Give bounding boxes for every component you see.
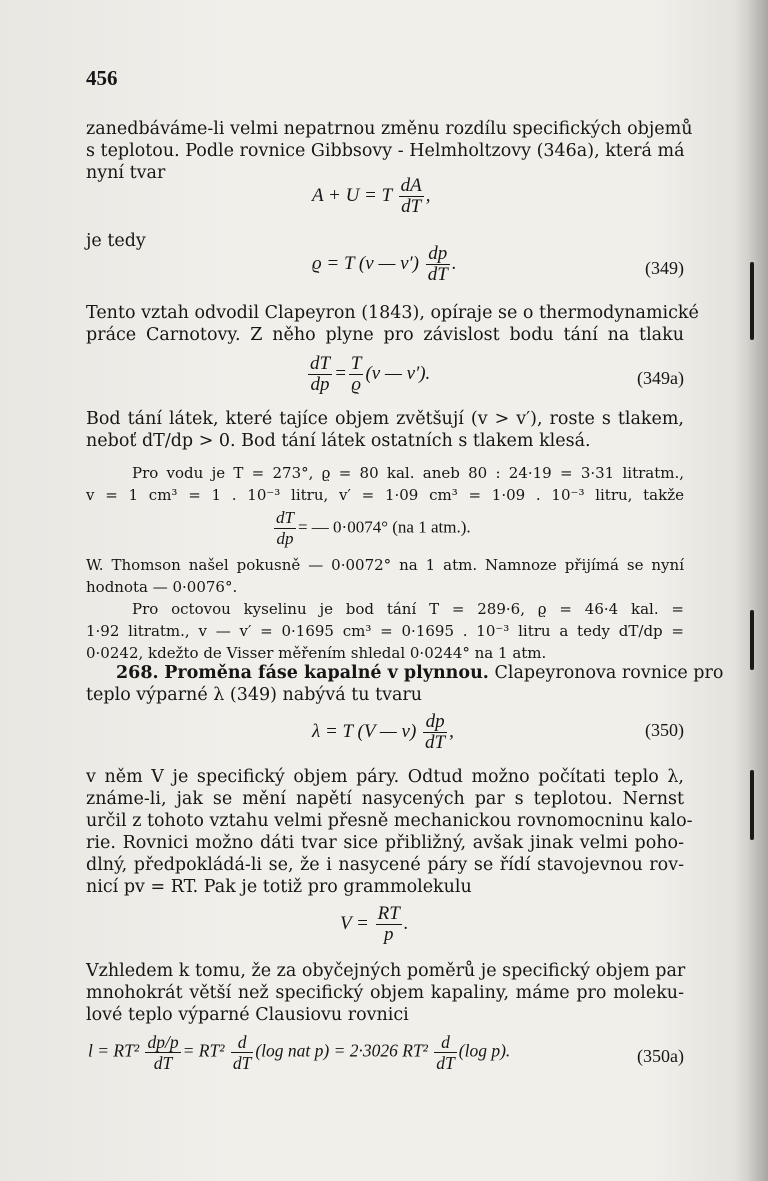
- clausius-paragraph: [86, 960, 684, 1026]
- equation-gibbs-helmholtz: A + U = T $\frac{dA}{dT}$ ,: [312, 175, 431, 217]
- fraction: $\frac{dT}{dp}$: [276, 508, 294, 548]
- text-line: Pro octovou kyselinu je bod tání T = 289·6, ϱ = 46·4 kal. =: [132, 600, 684, 618]
- equation-water: $\frac{dT}{dp}$ = — 0·0074° (na 1 atm.).: [276, 508, 471, 548]
- thomson-paragraph: [86, 554, 684, 664]
- fraction: $\frac{RT}{p}$: [377, 903, 400, 945]
- text-line: Vzhledem k tomu, že za obyčejných poměrů je specifický objem par: [86, 961, 686, 981]
- section-number: 268.: [116, 663, 159, 683]
- fraction: $\frac{dp}{dT}$: [427, 243, 448, 285]
- page-edge-mark: [750, 770, 754, 840]
- equation-number-350a: (350a): [637, 1046, 684, 1066]
- equation-349: ϱ = T (v — v′) $\frac{dp}{dT}$ .: [312, 243, 457, 285]
- text-line: určil z tohoto vztahu velmi přesně mechanickou rovnomocninu kalo-: [86, 811, 693, 831]
- text-line: nyní tvar: [86, 163, 166, 183]
- text-line: lové teplo výparné Clausiovu rovnici: [86, 1005, 409, 1025]
- text-line: práce Carnotovy. Z něho plyne pro závislost bodu tání na tlaku: [86, 325, 684, 345]
- text-line: W. Thomson našel pokusně — 0·0072° na 1 atm. Namnoze přijímá se nyní: [86, 556, 684, 574]
- text-line: 0·0242, kdežto de Visser měřením shledal 0·0244° na 1 atm.: [86, 644, 547, 662]
- text-line: v = 1 cm³ = 1 . 10⁻³ litru, v′ = 1·09 cm³ = 1·09 . 10⁻³ litru, takže: [86, 486, 684, 504]
- intro-paragraph: [86, 118, 693, 184]
- water-example: [86, 462, 684, 506]
- text-line: v něm V je specifický objem páry. Odtud možno počítati teplo λ,: [86, 767, 684, 787]
- text-line: Bod tání látek, které tajíce objem zvětšují (v > v′), roste s tlakem,: [86, 409, 684, 429]
- fraction: $\frac{dp/p}{dT}$: [147, 1032, 179, 1073]
- melting-point-paragraph: [86, 408, 684, 452]
- text-line: teplo výparné λ (349) nabývá tu tvaru: [86, 685, 423, 705]
- text-line: mnohokrát větší než specifický objem kapaliny, máme pro moleku-: [86, 983, 684, 1003]
- section-heading-line: 268. Proměna fáse kapalné v plynnou. Clapeyronova rovnice pro: [116, 663, 724, 683]
- text-line: zanedbáváme-li velmi nepatrnou změnu rozdílu specifických objemů: [86, 119, 693, 139]
- text-line: známe-li, jak se mění napětí nasycených par s teplotou. Nernst: [86, 789, 684, 809]
- text-line: Pro vodu je T = 273°, ϱ = 80 kal. aneb 80 : 24·19 = 3·31 litratm.,: [132, 464, 684, 482]
- page-edge-mark: [750, 262, 754, 340]
- section-title: Proměna fáse kapalné v plynnou.: [164, 663, 489, 683]
- page-edge-shadow: [734, 0, 768, 1181]
- fraction: $\frac{dT}{dp}$: [310, 353, 331, 395]
- fraction: $\frac{dA}{dT}$: [400, 175, 422, 217]
- equation-specific-volume: V = $\frac{RT}{p}$ .: [340, 903, 409, 945]
- clapeyron-paragraph: [86, 302, 699, 346]
- page-edge-mark: [750, 610, 754, 670]
- equation-350a: l = RT² $\frac{dp/p}{dT}$ = RT² $\frac{d}{dT}$ (log nat p) = 2·3026 RT² $\frac{d}{dT}$ (log p).: [88, 1032, 511, 1073]
- fraction: $\frac{T}{ϱ}$: [350, 353, 362, 395]
- text-line: Tento vztah odvodil Clapeyron (1843), opíraje se o thermodynamické: [86, 303, 699, 323]
- text-line: nicí pv = RT. Pak je totiž pro grammolekulu: [86, 877, 472, 897]
- text-line: neboť dT/dp > 0. Bod tání látek ostatních s tlakem klesá.: [86, 431, 591, 451]
- equation-349a: $\frac{dT}{dp}$ = $\frac{T}{ϱ}$ (v — v′).: [310, 353, 431, 395]
- fraction: $\frac{d}{dT}$: [436, 1032, 455, 1073]
- section-268: [86, 662, 724, 706]
- fraction: $\frac{dp}{dT}$: [425, 711, 446, 753]
- text-line: dlný, předpokládá-li se, že i nasycené páry se řídí stavojevnou rov-: [86, 855, 684, 875]
- fraction: $\frac{d}{dT}$: [232, 1032, 252, 1073]
- equation-number-350: (350): [645, 720, 684, 740]
- equation-number-349: (349): [645, 258, 684, 278]
- text-line: rie. Rovnici možno dáti tvar sice přibližný, avšak jinak velmi poho-: [86, 833, 684, 853]
- equation-number-349a: (349a): [637, 368, 684, 388]
- text-line: s teplotou. Podle rovnice Gibbsovy - Helmholtzovy (346a), která má: [86, 141, 685, 161]
- text-line: hodnota — 0·0076°.: [86, 578, 238, 596]
- text-line: 1·92 litratm., v — v′ = 0·1695 cm³ = 0·1695 . 10⁻³ litru a tedy dT/dp =: [86, 622, 684, 640]
- nernst-paragraph: [86, 766, 693, 898]
- page-number: 456: [86, 66, 118, 90]
- equation-350: λ = T (V — v) $\frac{dp}{dT}$ ,: [312, 711, 454, 753]
- text-je-tedy: je tedy: [86, 231, 146, 251]
